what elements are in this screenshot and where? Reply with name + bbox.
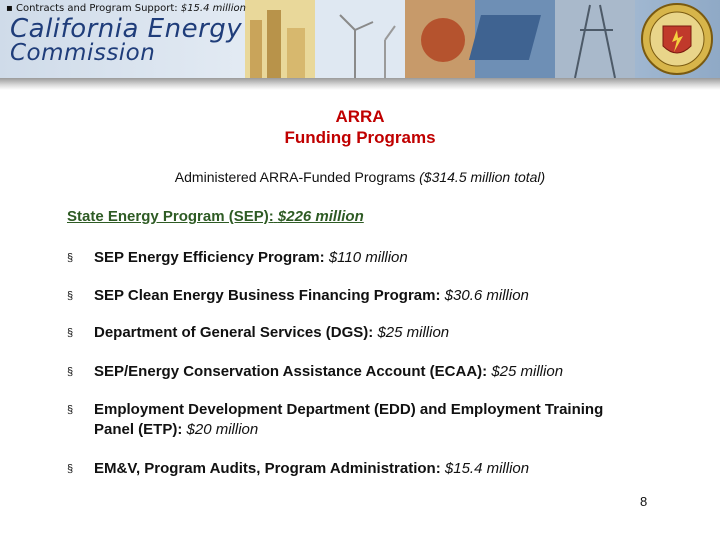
item-amount: $30.6 million [444,287,529,304]
section-heading [67,208,364,225]
state-seal-icon [638,2,716,76]
item-label: SEP/Energy Conservation Assistance Account (ECAA): [94,363,488,380]
bullet-icon: § [67,327,74,339]
slide-subtitle [0,169,720,185]
item-amount: $25 million [377,324,450,341]
logo-line-2: Commission [10,40,156,66]
item-amount: $15.4 million [444,460,530,477]
bullet-icon: § [67,290,74,302]
item-label: SEP Energy Efficiency Program: [94,249,325,266]
item-label: EM&V, Program Audits, Program Administration: [94,460,441,477]
header-overlay-note: ▪ Contracts and Program Support: $15.4 million [6,3,246,14]
item-amount: $20 million [186,421,259,438]
page-number: 8 [640,494,648,509]
bullet-icon: § [67,252,74,264]
subtitle-amount: ($314.5 million total) [419,169,546,185]
section-amount: $226 million [277,208,364,225]
bullet-icon: § [67,463,74,475]
overlay-label: Contracts and Program Support: [15,3,178,14]
section-label: State Energy Program (SEP): [67,208,274,225]
overlay-amount: $15.4 million [180,3,246,14]
item-amount: $25 million [491,363,564,380]
header-shadow [0,78,720,90]
item-label: Department of General Services (DGS): [94,324,374,341]
bullet-icon: § [67,404,74,416]
item-label: SEP Clean Energy Business Financing Program: [94,287,441,304]
bullet-icon: § [67,366,74,378]
item-amount: $110 million [328,249,408,266]
slide-title-line-1: ARRA [335,107,385,126]
header-banner [0,0,720,78]
slide-title-line-2: Funding Programs [284,128,436,147]
subtitle-label: Administered ARRA-Funded Programs [174,169,416,185]
item-label: Employment Development Department (EDD) and Employment Training Panel (ETP): [94,401,604,438]
energy-photo-strip-icon [245,0,635,78]
logo-line-1: California Energy [10,14,243,44]
